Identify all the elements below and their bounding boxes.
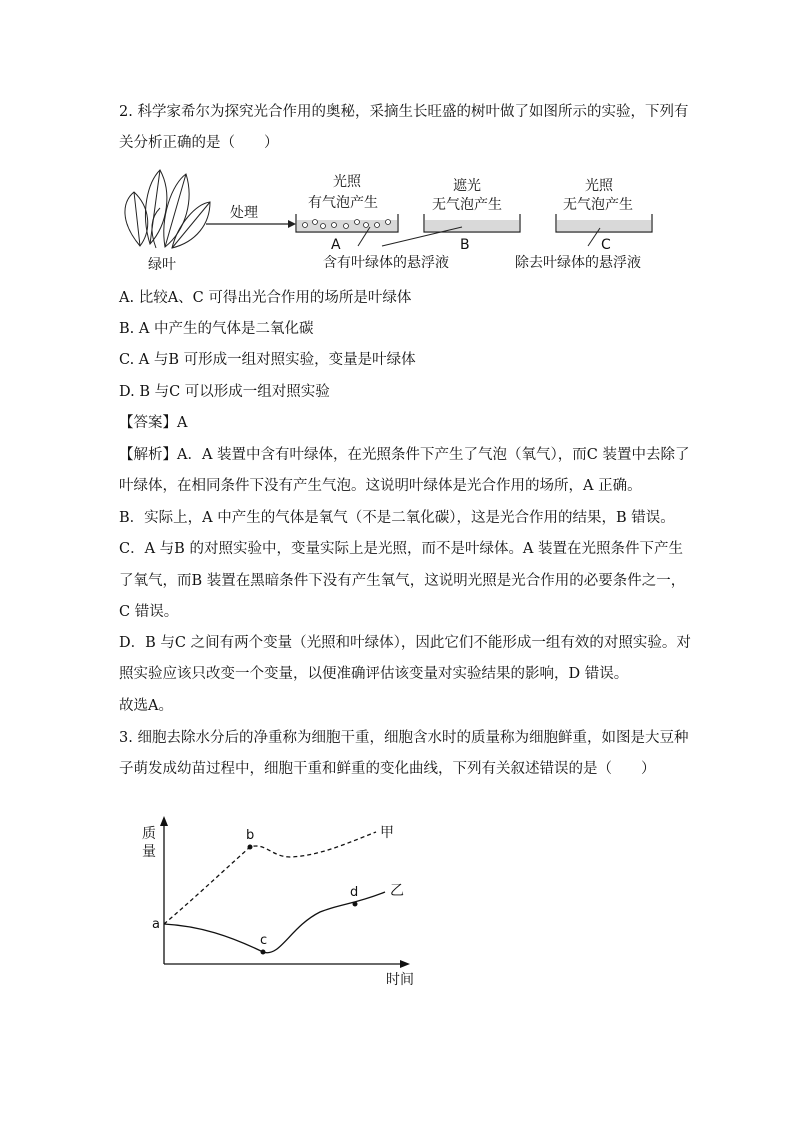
beaker-c-top1: 光照 (585, 178, 613, 194)
point-label-b: b (246, 828, 255, 843)
y-axis-label-char1: 质量 (142, 826, 156, 860)
beaker-a (296, 214, 398, 232)
point-label-c: c (260, 933, 268, 948)
q2-option-a: A. 比较A、C 可得出光合作用的场所是叶绿体 (119, 290, 412, 306)
series-jia-label: 甲 (380, 825, 394, 841)
analysis-line: C．A 与B 的对照实验中，变量实际上是光照，而不是叶绿体。A 装置在光照条件下产生 (119, 541, 684, 557)
leaves-illustration (125, 170, 210, 248)
beaker-a-letter: A (331, 237, 341, 253)
point-label-d: d (350, 885, 359, 900)
caption-right: 除去叶绿体的悬浮液 (515, 255, 641, 271)
beaker-a-top2: 有气泡产生 (308, 195, 378, 211)
x-axis-label: 时间 (386, 972, 414, 988)
q2-answer: 【答案】A (119, 415, 188, 431)
point-b (248, 845, 253, 850)
beaker-c-top2: 无气泡产生 (563, 197, 633, 213)
q2-experiment-figure (0, 162, 794, 282)
arrow-label: 处理 (230, 205, 258, 221)
point-label-a: a (152, 917, 160, 932)
y-axis-arrow-icon (160, 816, 168, 826)
q2-stem-line2: 关分析正确的是（ ） (119, 135, 279, 151)
caption-left: 含有叶绿体的悬浮液 (323, 255, 449, 271)
analysis-line: 叶绿体，在相同条件下没有产生气泡。这说明叶绿体是光合作用的场所，A 正确。 (119, 478, 642, 494)
beaker-b (424, 214, 520, 232)
analysis-line: C 错误。 (119, 604, 179, 620)
beaker-b-top1: 遮光 (453, 178, 481, 194)
beaker-c (556, 214, 652, 232)
q2-option-d: D. B 与C 可以形成一组对照实验 (119, 384, 330, 400)
arrow-head-icon (288, 220, 296, 228)
series-jia-line (164, 832, 376, 924)
beaker-b-top2: 无气泡产生 (432, 197, 502, 213)
point-d (353, 902, 358, 907)
analysis-line: 照实验应该只改变一个变量，以便准确评估该变量对实验结果的影响，D 错误。 (119, 666, 629, 682)
point-c (261, 950, 266, 955)
analysis-line: 了氧气，而B 装置在黑暗条件下没有产生氧气，这说明光照是光合作用的必要条件之一， (119, 573, 686, 589)
analysis-line: B．实际上，A 中产生的气体是氧气（不是二氧化碳），这是光合作用的结果，B 错误。 (119, 510, 675, 526)
q3-mass-time-chart (140, 812, 440, 992)
leaf-label: 绿叶 (148, 257, 176, 273)
analysis-line: 【解析】A．A 装置中含有叶绿体，在光照条件下产生了气泡（氧气），而C 装置中去除了 (119, 447, 690, 463)
beaker-c-letter: C (601, 237, 611, 253)
x-axis-arrow-icon (400, 960, 410, 968)
q3-stem-line2: 子萌发成幼苗过程中，细胞干重和鲜重的变化曲线，下列有关叙述错误的是（ ） (119, 761, 656, 777)
analysis-line: D．B 与C 之间有两个变量（光照和叶绿体），因此它们不能形成一组有效的对照实验。对 (119, 635, 691, 651)
series-yi-label: 乙 (390, 883, 404, 899)
series-yi-line (164, 892, 385, 953)
q3-stem-line1: 3. 细胞去除水分后的净重称为细胞干重，细胞含水时的质量称为细胞鲜重，如图是大豆种 (119, 730, 689, 746)
q2-option-b: B. A 中产生的气体是二氧化碳 (119, 321, 314, 337)
beaker-b-letter: B (460, 237, 470, 253)
q2-stem-line1: 2. 科学家希尔为探究光合作用的奥秘，采摘生长旺盛的树叶做了如图所示的实验，下列有 (119, 104, 689, 120)
q2-option-c: C. A 与B 可形成一组对照实验，变量是叶绿体 (119, 352, 416, 368)
analysis-line: 故选A。 (119, 698, 173, 714)
beaker-a-top1: 光照 (333, 174, 361, 190)
